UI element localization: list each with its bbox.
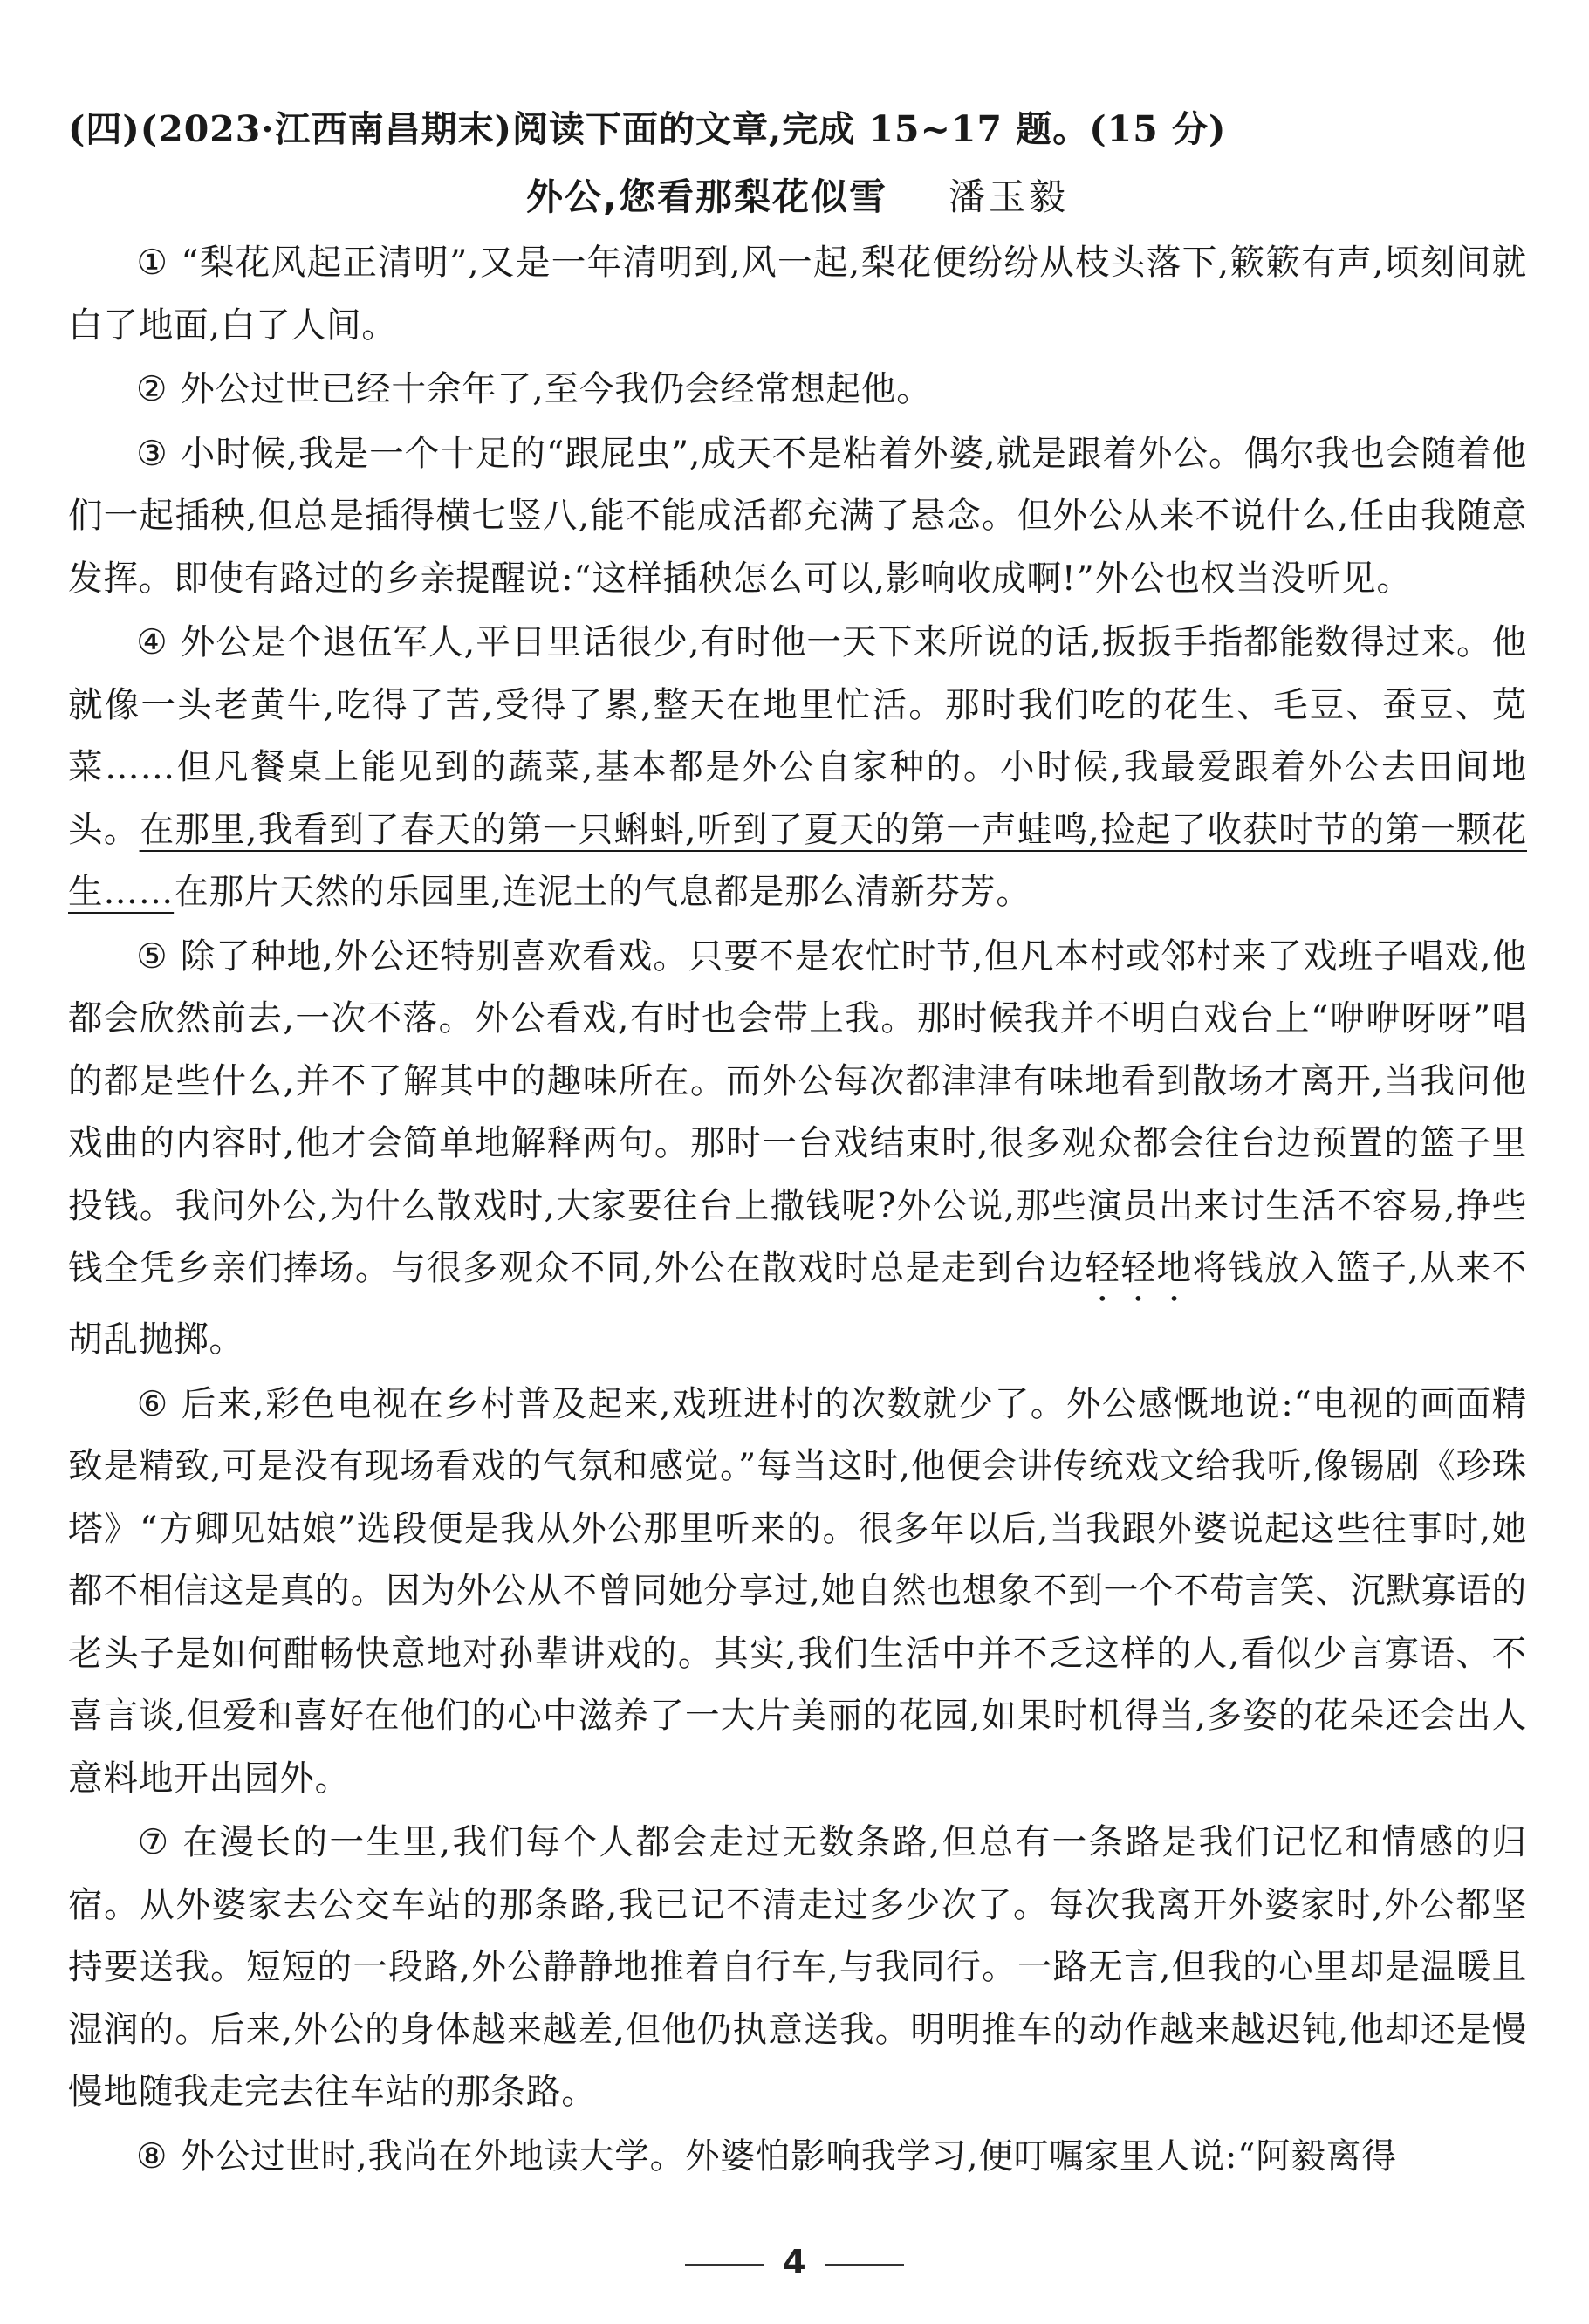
paragraph-number: ⑥ (136, 1383, 169, 1424)
paragraph-text: 后来,彩色电视在乡村普及起来,戏班进村的次数就少了。外公感慨地说:“电视的画面精致是精致,可是没有现场看戏的气氛和感觉。”每当这时,他便会讲传统戏文给我听,像锡剧《珍珠塔》“方卿见姑娘”选段便是我从外公那里听来的。很多年以后,当我跟外婆说起这些往事时,她都不相信这是真的。因为外公从不曾同她分享过,她自然也想象不到一个不苟言笑、沉默寡语的老头子是如何酣畅快意地对孙辈讲戏的。其实,我们生活中并不乏这样的人,看似少言寡语、不喜言谈,但爱和喜好在他们的心中滋养了一大片美丽的花园,如果时机得当,多姿的花朵还会出人意料地开出园外。 (68, 1383, 1528, 1799)
question-header: (四)(2023·江西南昌期末)阅读下面的文章,完成 15~17 题。(15 分) (68, 108, 1227, 150)
paragraph-text-after: 在那片天然的乐园里,连泥土的气息都是那么清新芬芳。 (174, 872, 1031, 912)
paragraph-1 (68, 232, 1527, 357)
paragraph-number: ④ (136, 622, 168, 662)
page-number: 4 (783, 2243, 806, 2281)
paragraph-text: “梨花风起正清明”,又是一年清明到,风一起,梨花便纷纷从枝头落下,簌簌有声,顷刻间就白了地面,白了人间。 (68, 243, 1527, 346)
article-title: 外公,您看那梨花似雪 (526, 175, 887, 218)
paragraph-2 (68, 359, 1527, 422)
paragraph-4 (68, 612, 1527, 924)
emphasis-dotted-word: 轻轻地 (1085, 1248, 1193, 1288)
article-title-row (68, 171, 1527, 223)
paragraph-text-after: 将钱放入篮子,从来不胡乱抛掷。 (68, 1248, 1527, 1360)
footer-rule-left (685, 2264, 764, 2266)
paragraph-text: 小时候,我是一个十足的“跟屁虫”,成天不是粘着外婆,就是跟着外公。偶尔我也会随着他们一起插秧,但总是插得横七竖八,能不能成活都充满了悬念。但外公从来不说什么,任由我随意发挥。即使有路过的乡亲提醒说:“这样插秧怎么可以,影响收成啊!”外公也权当没听见。 (68, 433, 1528, 599)
paragraph-text: 外公过世时,我尚在外地读大学。外婆怕影响我学习,便叮嘱家里人说:“阿毅离得 (180, 2135, 1397, 2177)
paragraph-text: 除了种地,外公还特别喜欢看戏。只要不是农忙时节,但凡本村或邻村来了戏班子唱戏,他都会欣然前去,一次不落。外公看戏,有时也会带上我。那时候我并不明白戏台上“咿咿呀呀”唱的都是些什么,并不了解其中的趣味所在。而外公每次都津津有味地看到散场才离开,当我问他戏曲的内容时,他才会简单地解释两句。那时一台戏结束时,很多观众都会往台边预置的篮子里投钱。我问外公,为什么散戏时,大家要往台上撒钱呢?外公说,那些演员出来讨生活不容易,挣些钱全凭乡亲们捧场。与很多观众不同,外公在散戏时总是走到台边 (68, 936, 1527, 1288)
paragraph-text: 外公过世已经十余年了,至今我仍会经常想起他。 (180, 369, 932, 409)
paragraph-number: ③ (136, 433, 168, 474)
paragraph-6 (68, 1374, 1527, 1811)
paragraph-3 (68, 423, 1527, 611)
document-page (68, 103, 1527, 2190)
paragraph-7 (68, 1812, 1527, 2124)
paragraph-number: ⑦ (136, 1822, 171, 1862)
paragraph-8 (68, 2126, 1527, 2189)
paragraph-text: 外公是个退伍军人,平日里话很少,有时他一天下来所说的话,扳扳手指都能数得过来。他就像一头老黄牛,吃得了苦,受得了累,整天在地里忙活。那时我们吃的花生、毛豆、蚕豆、苋菜……但凡餐桌上能见到的蔬菜,基本都是外公自家种的。小时候,我最爱跟着外公去田间地头。 (68, 622, 1527, 850)
paragraph-5 (68, 926, 1527, 1372)
paragraph-number: ⑧ (136, 2135, 168, 2177)
page-footer (0, 2243, 1589, 2281)
paragraph-number: ② (136, 369, 168, 409)
paragraph-number: ⑤ (136, 936, 168, 977)
underlined-sentence: 在那里,我看到了春天的第一只蝌蚪,听到了夏天的第一声蛙鸣,捡起了收获时节的第一颗花生…… (68, 809, 1527, 912)
paragraph-text: 在漫长的一生里,我们每个人都会走过无数条路,但总有一条路是我们记忆和情感的归宿。从外婆家去公交车站的那条路,我已记不清走过多少次了。每次我离开外婆家时,外公都坚持要送我。短短的一段路,外公静静地推着自行车,与我同行。一路无言,但我的心里却是温暖且湿润的。后来,外公的身体越来越差,但他仍执意送我。明明推车的动作越来越迟钝,他却还是慢慢地随我走完去往车站的那条路。 (68, 1822, 1527, 2112)
paragraph-number: ① (136, 243, 169, 283)
footer-rule-right (825, 2264, 904, 2266)
article-author: 潘玉毅 (948, 175, 1069, 218)
